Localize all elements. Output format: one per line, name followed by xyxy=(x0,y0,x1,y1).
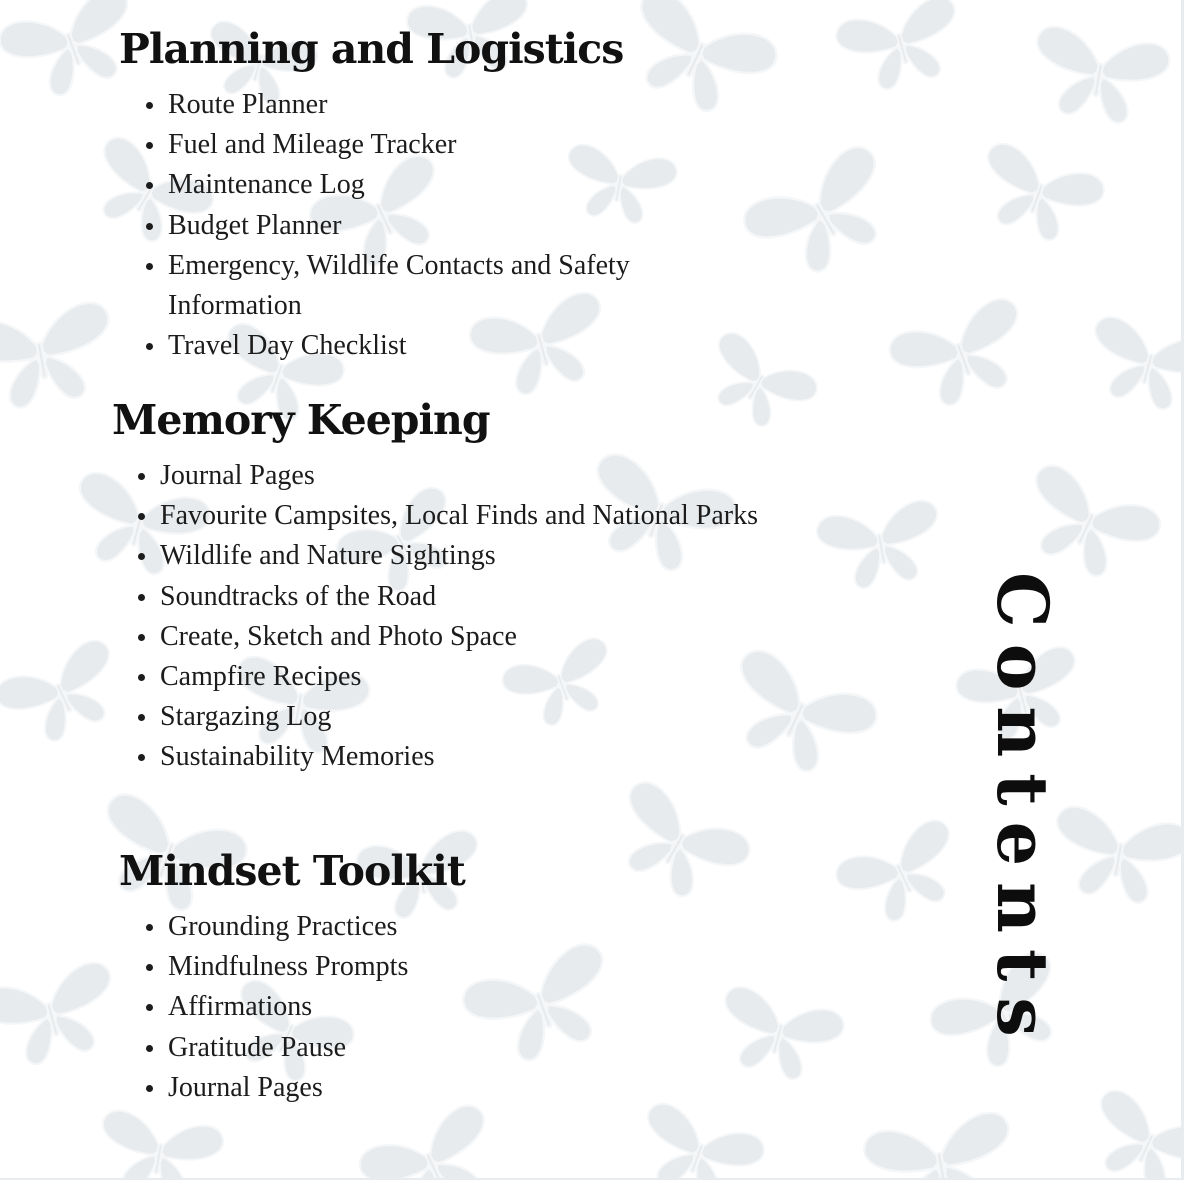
list-item: Fuel and Mileage Tracker xyxy=(168,125,728,165)
list-item: Wildlife and Nature Sightings xyxy=(160,536,760,576)
list-item: Campfire Recipes xyxy=(160,657,760,697)
list-item: Journal Pages xyxy=(168,1068,728,1108)
butterfly-icon xyxy=(831,815,974,936)
list-item: Stargazing Log xyxy=(160,697,760,737)
butterfly-icon xyxy=(92,1108,225,1178)
butterfly-icon xyxy=(0,300,121,416)
section-list xyxy=(160,456,760,778)
butterfly-icon xyxy=(0,959,127,1075)
list-item: Maintenance Log xyxy=(168,165,728,205)
section-heading: Memory Keeping xyxy=(112,396,490,444)
butterfly-icon xyxy=(815,498,948,594)
section-heading: Planning and Logistics xyxy=(119,25,624,73)
list-item: Create, Sketch and Photo Space xyxy=(160,617,760,657)
list-item: Gratitude Pause xyxy=(168,1028,728,1068)
section-mindset-toolkit xyxy=(119,846,759,1108)
butterfly-icon xyxy=(968,139,1108,252)
butterfly-icon xyxy=(1076,1085,1181,1178)
section-heading: Mindset Toolkit xyxy=(119,847,465,895)
list-item: Sustainability Memories xyxy=(160,737,760,777)
butterfly-icon xyxy=(885,294,1040,419)
contents-side-title: Contents xyxy=(981,572,1064,1053)
list-item: Mindfulness Prompts xyxy=(168,947,728,987)
butterfly-icon xyxy=(355,1100,512,1178)
butterfly-icon xyxy=(628,1099,768,1178)
list-item: Soundtracks of the Road xyxy=(160,577,760,617)
list-item: Travel Day Checklist xyxy=(168,326,728,366)
list-item: Emergency, Wildlife Contacts and Safety Information xyxy=(168,246,728,326)
section-planning-logistics xyxy=(119,24,759,366)
list-item: Budget Planner xyxy=(168,206,728,246)
butterfly-icon xyxy=(1046,804,1181,910)
butterfly-icon xyxy=(738,140,910,292)
list-item: Affirmations xyxy=(168,987,728,1027)
butterfly-icon xyxy=(1026,24,1172,130)
butterfly-icon xyxy=(833,0,970,99)
butterfly-icon xyxy=(861,1110,1021,1178)
list-item: Journal Pages xyxy=(160,456,760,496)
list-item: Grounding Practices xyxy=(168,907,728,947)
section-memory-keeping xyxy=(112,395,772,778)
section-list xyxy=(168,85,728,366)
butterfly-icon xyxy=(1080,313,1181,418)
list-item: Route Planner xyxy=(168,85,728,125)
list-item: Favourite Campsites, Local Finds and National Parks xyxy=(160,496,760,536)
section-list xyxy=(168,907,728,1108)
